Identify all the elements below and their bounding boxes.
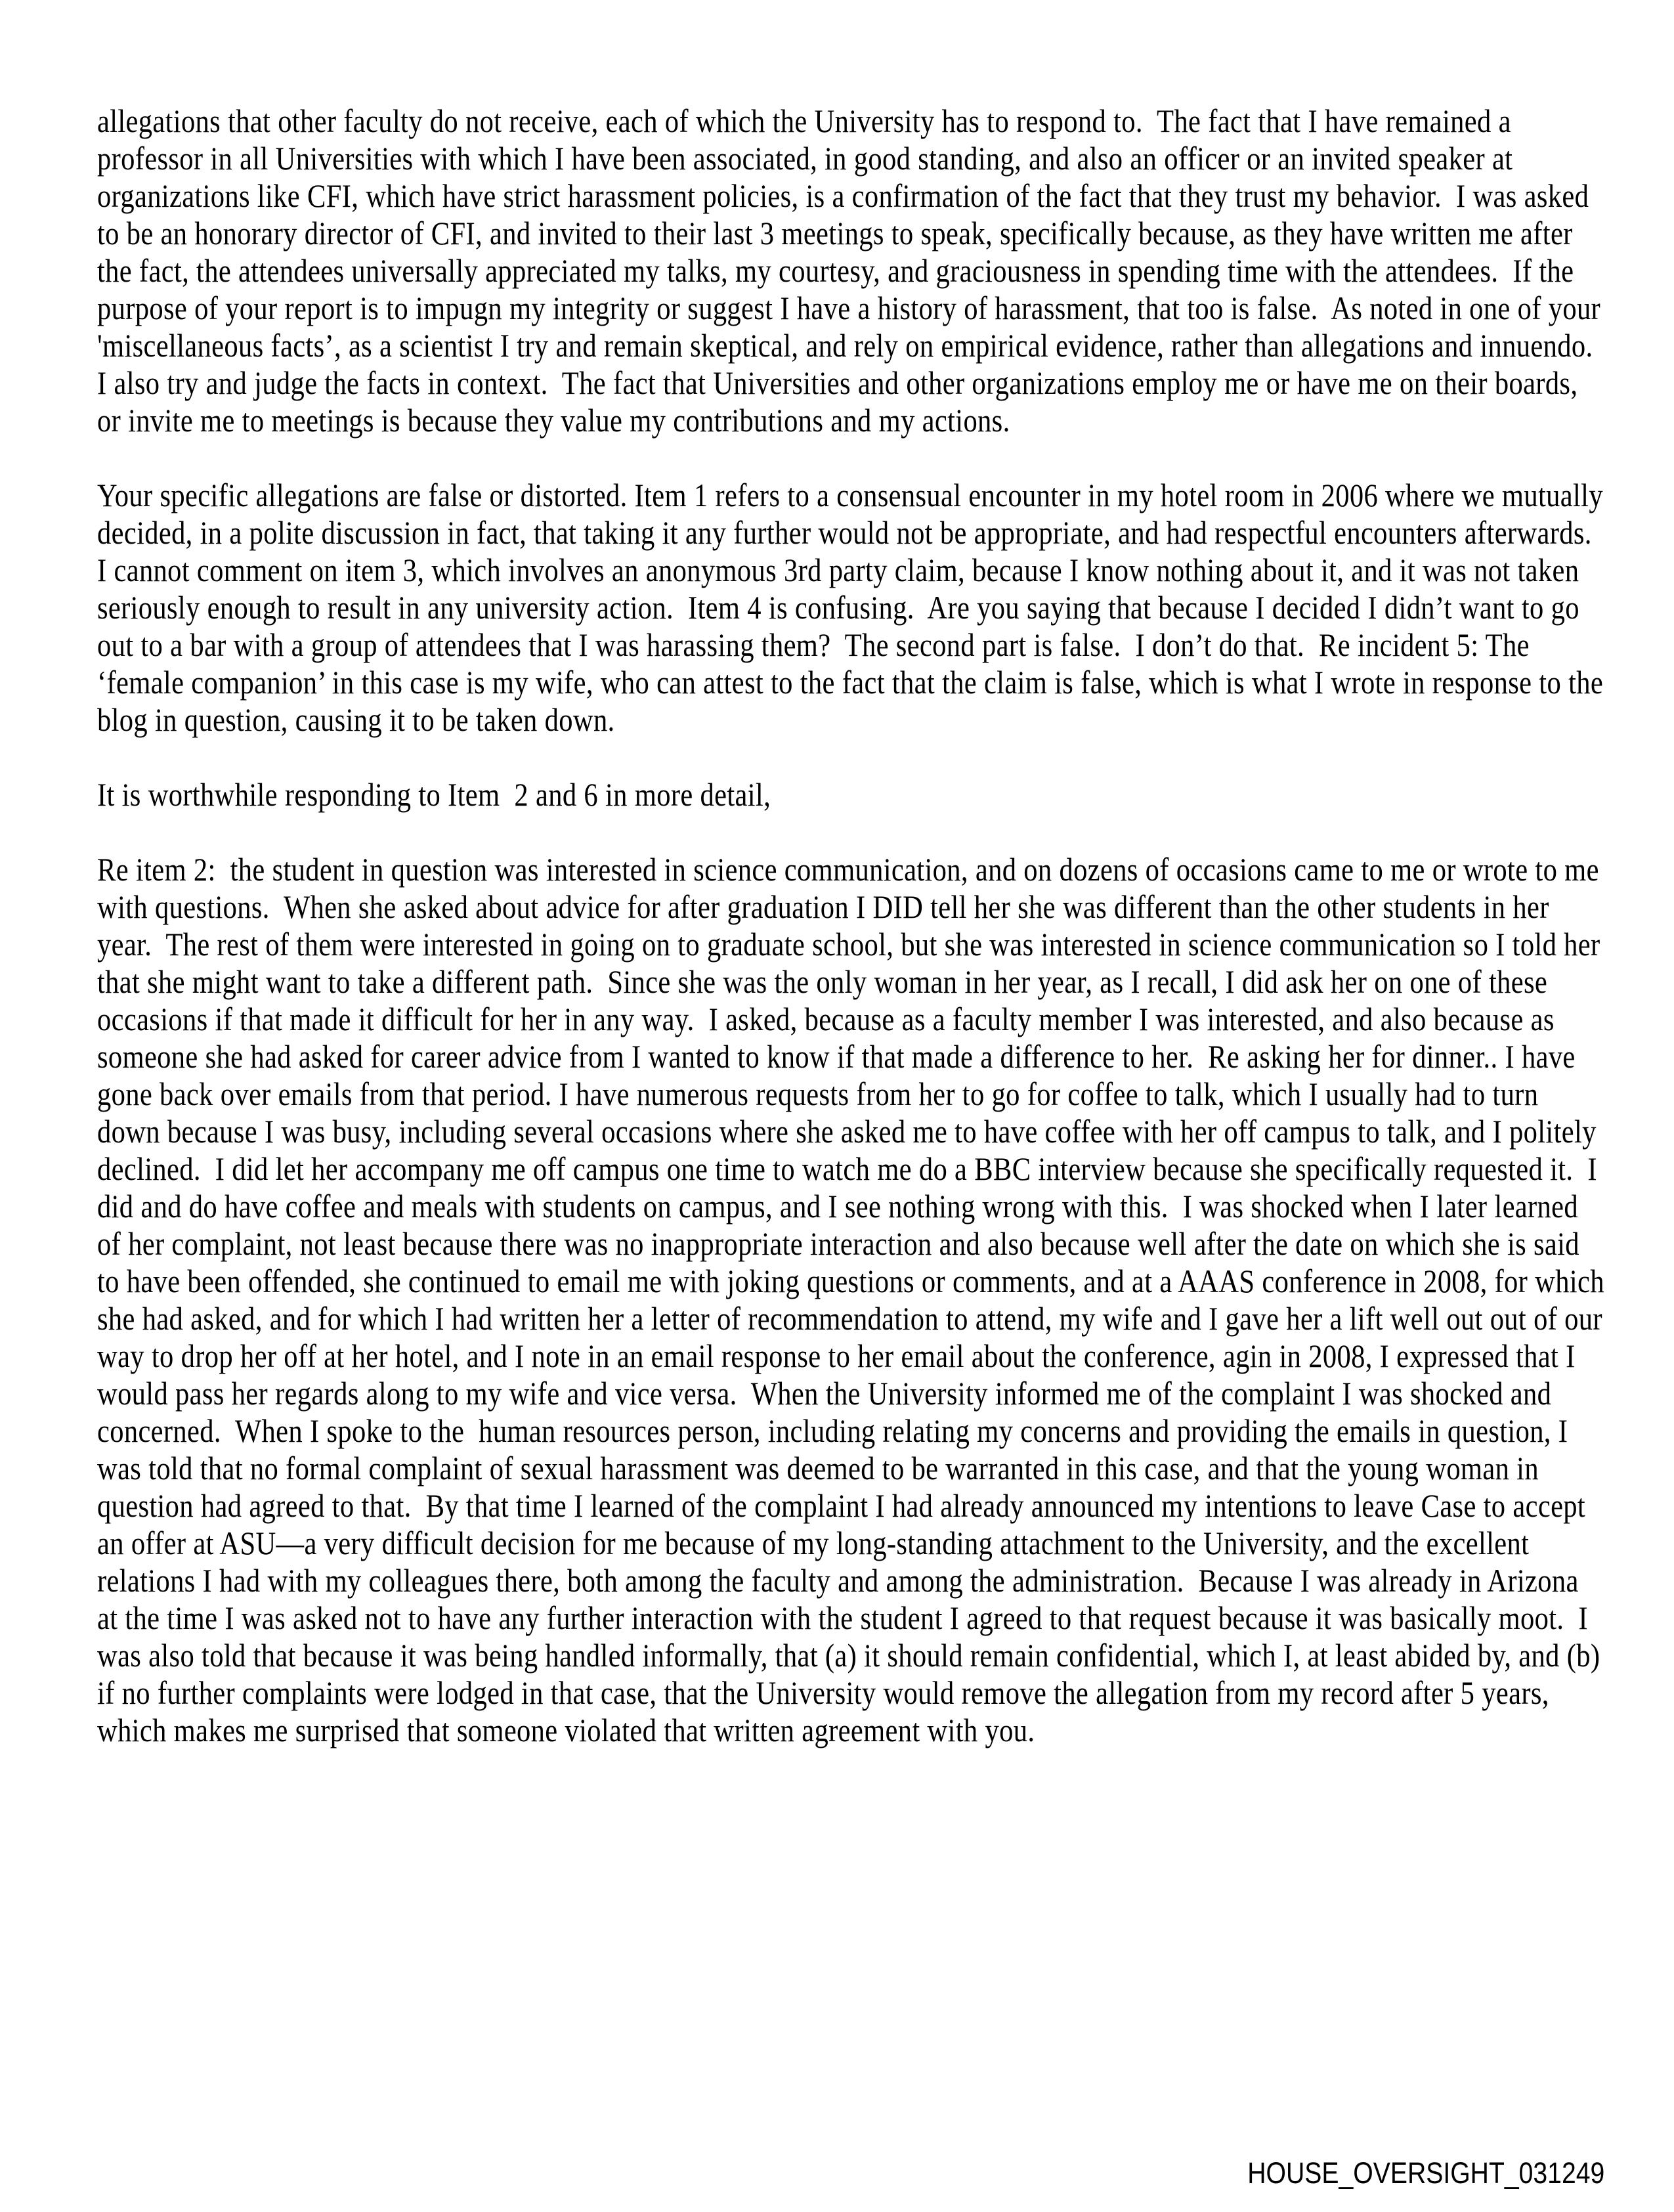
paragraph-re-item-2: Re item 2: the student in question was interested in science communication, and on dozens of occasions came to me or wrote to me with questions. When she asked about advice for after graduation I DID tell her she was different than the other students in her year. The rest of them were interested in going on to graduate school, but she was interested in science communication so I told her that she might want to take a different path. Since she was the only woman in her year, as I recall, I did ask her on one of these occasions if that made it difficult for her in any way. I asked, because as a faculty member I was interested, and also because as someone she had asked for career advice from I wanted to know if that made a difference to her. Re asking her for dinner.. I have gone back over emails from that period. I have numerous requests from her to go for coffee to talk, which I usually had to turn down because I was busy, including several occasions where she asked me to have coffee with her off campus to talk, and I politely declined. I did let her accompany me off campus one time to watch me do a BBC interview because she specifically requested it. I did and do have coffee and meals with students on campus, and I see nothing wrong with this. I was shocked when I later learned of her complaint, not least because there was no inappropriate interaction and also because well after the date on which she is said to have been offended, she continued to email me with joking questions or comments, and at a AAAS conference in 2008, for which she had asked, and for which I had written her a letter of recommendation to attend, my wife and I gave her a lift well out out of our way to drop her off at her hotel, and I note in an email response to her email about the conference, agin in 2008, I expressed that I would pass her regards along to my wife and vice versa. When the University informed me of the complaint I was shocked and concerned. When I spoke to the human resources person, including relating my concerns and providing the emails in question, I was told that no formal complaint of sexual harassment was deemed to be warranted in this case, and that the young woman in question had agreed to that. By that time I learned of the complaint I had already announced my intentions to leave Case to accept an offer at ASU—a very difficult decision for me because of my long-standing attachment to the University, and the excellent relations I had with my colleagues there, both among the faculty and among the administration. Because I was already in Arizona at the time I was asked not to have any further interaction with the student I agreed to that request because it was basically moot. I was also told that because it was being handled informally, that (a) it should remain confidential, which I, at least abided by, and (b) if no further complaints were lodged in that case, that the University would remove the allegation from my record after 5 years, which makes me surprised that someone violated that written agreement with you.	[97, 851, 1612, 1748]
letter-body	[97, 102, 1612, 1787]
paragraph-allegations-response: allegations that other faculty do not receive, each of which the University has to respond to. The fact that I have remained a professor in all Universities with which I have been associated, in good standing, and also an officer or an invited speaker at organizations like CFI, which have strict harassment policies, is a confirmation of the fact that they trust my behavior. I was asked to be an honorary director of CFI, and invited to their last 3 meetings to speak, specifically because, as they have written me after the fact, the attendees universally appreciated my talks, my courtesy, and graciousness in spending time with the attendees. If the purpose of your report is to impugn my integrity or suggest I have a history of harassment, that too is false. As noted in one of your 'miscellaneous facts’, as a scientist I try and remain skeptical, and rely on empirical evidence, rather than allegations and innuendo. I also try and judge the facts in context. The fact that Universities and other organizations employ me or have me on their boards, or invite me to meetings is because they value my contributions and my actions.	[97, 102, 1608, 439]
bates-number: HOUSE_OVERSIGHT_031249	[1247, 2156, 1604, 2190]
paragraph-specific-allegations: Your specific allegations are false or distorted. Item 1 refers to a consensual encounter in my hotel room in 2006 where we mutually decided, in a polite discussion in fact, that taking it any further would not be appropriate, and had respectful encounters afterwards. I cannot comment on item 3, which involves an anonymous 3rd party claim, because I know nothing about it, and it was not taken seriously enough to result in any university action. Item 4 is confusing. Are you saying that because I decided I didn’t want to go out to a bar with a group of attendees that I was harassing them? The second part is false. I don’t do that. Re incident 5: The ‘female companion’ in this case is my wife, who can attest to the fact that the claim is false, which is what I wrote in response to the blog in question, causing it to be taken down.	[97, 477, 1611, 738]
paragraph-items-2-and-6-intro: It is worthwhile responding to Item 2 and 6 in more detail,	[97, 776, 771, 813]
